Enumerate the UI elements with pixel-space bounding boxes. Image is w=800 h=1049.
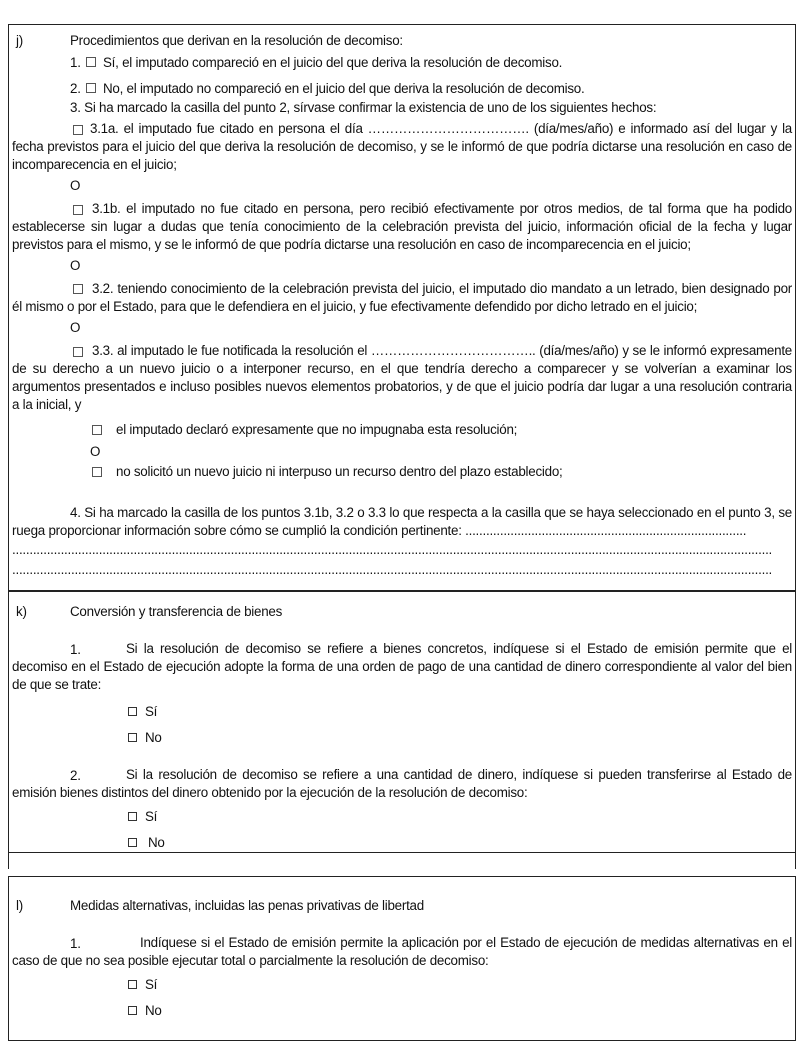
option-l1-no: No (145, 1003, 162, 1018)
option-k1-no: No (145, 730, 162, 745)
option-3-1b-text: el imputado no fue citado en persona, pero recibió efectivamente por otros medios, de tal forma que ha podido establecerse sin lugar a dudas que tenía conocimiento de la celebración prevista del juicio, información oficial de la fecha y lugar previstos para el mismo, y se le informó de que podría dictarse una resolución en caso de incomparecencia en el juicio; (12, 201, 792, 252)
or-separator: O (70, 178, 81, 193)
option-k2-no: No (148, 835, 165, 850)
question-l1-text: Indíquese si el Estado de emisión permite la aplicación por el Estado de ejecución de medidas alternativas en el caso de que no sea posible ejecutar total o parcialmente la resolución de decomiso: (12, 935, 792, 968)
item-2-text: No, el imputado no compareció en el juicio del que deriva la resolución de decomiso. (103, 81, 585, 96)
or-separator: O (70, 320, 81, 335)
option-3-1a (12, 120, 792, 174)
sub-option-b-text: no solicitó un nuevo juicio ni interpuso un recurso dentro del plazo establecido; (116, 464, 563, 479)
option-3-1b-number: 3.1b. (92, 201, 121, 216)
section-j-title: Procedimientos que derivan en la resolución de decomiso: (70, 33, 403, 48)
item-1-number: 1. (70, 55, 81, 70)
checkbox-3-3-sub-b[interactable] (92, 467, 102, 477)
section-l-title: Medidas alternativas, incluidas las penas privativas de libertad (70, 898, 424, 913)
answer-dotted-line-1[interactable]: ........................................................................................................................................................................................................................... (12, 542, 773, 557)
item-2-number: 2. (70, 81, 81, 96)
section-l-letter: l) (16, 898, 23, 913)
section-j-letter: j) (16, 33, 23, 48)
section-k-box (8, 591, 796, 853)
section-k-title: Conversión y transferencia de bienes (70, 604, 283, 619)
option-3-1b (12, 200, 792, 254)
question-k2-number: 2. (70, 768, 81, 783)
item-4-text: 4. Si ha marcado la casilla de los puntos 3.1b, 3.2 o 3.3 lo que respecta a la casilla que se haya seleccionado en el punto 3, se ruega proporcionar información sobre cómo se cumplió la condición pertinente: ................................................................................. (12, 505, 792, 538)
option-3-3-number: 3.3. (92, 343, 114, 358)
checkbox-k2-yes[interactable] (128, 812, 137, 821)
option-3-2-text: teniendo conocimiento de la celebración prevista del juicio, el imputado dio mandato a un letrado, bien designado por él mismo o por el Estado, para que le defendiera en el juicio, y fue efectivamente defendido por dicho letrado en el juicio; (12, 281, 792, 314)
question-k1-text: Si la resolución de decomiso se refiere a bienes concretos, indíquese si el Estado de emisión permite que el decomiso en el Estado de ejecución adopte la forma de una orden de pago de una cantidad de dinero correspondiente al valor del bien de que se trate: (12, 641, 792, 692)
checkbox-k1-yes[interactable] (128, 707, 137, 716)
item-3-text: 3. Si ha marcado la casilla del punto 2, sírvase confirmar la existencia de uno de los siguientes hechos: (70, 100, 657, 115)
sub-option-a-text: el imputado declaró expresamente que no impugnaba esta resolución; (116, 422, 518, 437)
checkbox-item-2[interactable] (86, 83, 96, 93)
checkbox-item-1[interactable] (86, 57, 96, 67)
section-k-right-tick (795, 853, 796, 869)
answer-dotted-line-2[interactable]: ........................................................................................................................................................................................................................... (12, 562, 773, 577)
checkbox-k1-no[interactable] (128, 733, 137, 742)
option-k2-yes: Sí (145, 809, 158, 824)
checkbox-l1-no[interactable] (128, 1006, 137, 1015)
option-k1-yes: Sí (145, 704, 158, 719)
question-l1-number: 1. (70, 936, 81, 951)
option-3-1a-text: el imputado fue citado en persona el día ………………………………. (día/mes/año) e informado así del lugar y la fecha previstos para el juicio del que deriva la resolución de decomiso, y se le informó de que podría dictarse una resolución en caso de incomparecencia en el juicio; (12, 121, 792, 172)
option-3-2 (12, 280, 792, 316)
option-3-1a-number: 3.1a. (90, 121, 119, 136)
option-3-3-text: al imputado le fue notificada la resolución el ……………………………….. (día/mes/año) y se le informó expresamente de su derecho a un nuevo juicio o a interponer recurso, en el que tendría derecho a comparecer y se volverían a examinar los argumentos presentados e incluso posibles nuevos elementos probatorios, y de que el juicio podría dar lugar a una resolución contraria a la inicial, y (12, 343, 792, 412)
checkbox-k2-no[interactable] (128, 838, 137, 847)
option-l1-yes: Sí (145, 977, 158, 992)
or-separator: O (70, 258, 81, 273)
section-k-left-tick (8, 853, 9, 869)
checkbox-3-3-sub-a[interactable] (92, 425, 102, 435)
option-3-3 (12, 342, 792, 414)
or-separator: O (90, 444, 101, 459)
checkbox-l1-yes[interactable] (128, 980, 137, 989)
question-k2-text: Si la resolución de decomiso se refiere a una cantidad de dinero, indíquese si pueden transferirse al Estado de emisión bienes distintos del dinero obtenido por la ejecución de la resolución de decomiso: (12, 767, 792, 800)
item-1-text: Sí, el imputado compareció en el juicio del que deriva la resolución de decomiso. (103, 55, 563, 70)
section-k-letter: k) (16, 604, 27, 619)
option-3-2-number: 3.2. (92, 281, 114, 296)
question-k1-number: 1. (70, 642, 81, 657)
